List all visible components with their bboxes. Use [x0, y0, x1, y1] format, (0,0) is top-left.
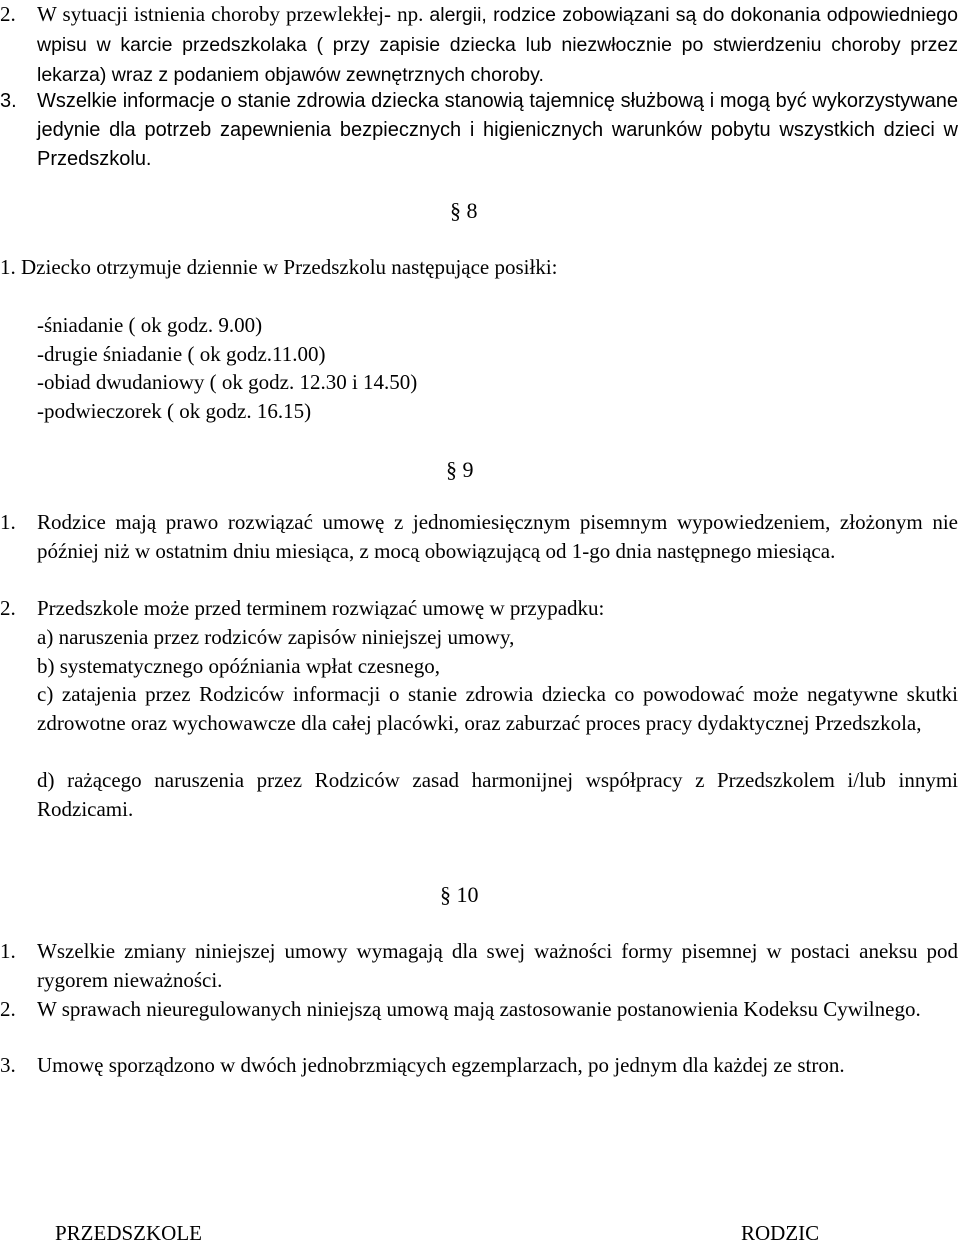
- termination-case-d: d) rażącego naruszenia przez Rodziców zasad harmonijnej współpracy z Przedszkolem i/lub innymi Rodzicami.: [37, 768, 958, 821]
- termination-case-c: c) zatajenia przez Rodziców informacji o stanie zdrowia dziecka co powodować może negatywne skutki zdrowotne oraz wychowawcze dla całej placówki, oraz zaburzać proces pracy dydaktycznej Przedszkola,: [37, 682, 958, 735]
- point-number: 3.: [0, 90, 17, 112]
- point-text-part-b: alergii, rodzice zobowiązani są do dokonania odpowiedniego wpisu w karcie przedszkolaka ( przy zapisie dziecka lub niezwłocznie po stwierdzeniu choroby przez lekarza) wraz z podaniem objawów zewnętrznych choroby.: [37, 4, 958, 86]
- signature-parent-label: RODZIC: [741, 1221, 820, 1245]
- point-text: Przedszkole może przed terminem rozwiązać umowę w przypadku:: [37, 596, 605, 620]
- health-point-2: [0, 0, 958, 90]
- meal-item: -obiad dwudaniowy ( ok godz. 12.30 i 14.50): [37, 370, 418, 394]
- termination-point-2: [0, 594, 958, 623]
- section-8-heading: § 8: [450, 198, 478, 223]
- point-number: 1.: [0, 939, 16, 963]
- health-point-3: [0, 87, 958, 174]
- point-text-part-a: W sytuacji istnienia choroby przewlekłej- np.: [37, 2, 430, 26]
- termination-case-b: b) systematycznego opóźniania wpłat czesnego,: [37, 654, 440, 678]
- section-9-heading: § 9: [446, 457, 474, 482]
- point-text: Wszelkie zmiany niniejszej umowy wymagają dla swej ważności formy pisemnej w postaci aneksu pod rygorem nieważności.: [37, 939, 958, 992]
- point-text: W sprawach nieuregulowanych niniejszą umową mają zastosowanie postanowienia Kodeksu Cywilnego.: [37, 997, 921, 1021]
- final-point-2: [0, 995, 958, 1024]
- point-text: Umowę sporządzono w dwóch jednobrzmiących egzemplarzach, po jednym dla każdej ze stron.: [37, 1053, 845, 1077]
- point-text: [37, 0, 958, 90]
- meals-intro: 1. Dziecko otrzymuje dziennie w Przedszkolu następujące posiłki:: [0, 255, 558, 279]
- point-text: Wszelkie informacje o stanie zdrowia dziecka stanowią tajemnicę służbową i mogą być wykorzystywane jedynie dla potrzeb zapewnienia bezpiecznych i higienicznych warunków pobytu wszystkich dzieci w Przedszkolu.: [37, 90, 958, 170]
- point-number: 2.: [0, 596, 16, 620]
- meal-item: -podwieczorek ( ok godz. 16.15): [37, 399, 312, 423]
- point-text: Rodzice mają prawo rozwiązać umowę z jednomiesięcznym pisemnym wypowiedzeniem, złożonym nie później niż w ostatnim dniu miesiąca, z mocą obowiązującą od 1-go dnia następnego miesiąca.: [37, 510, 958, 563]
- final-point-3: [0, 1051, 958, 1080]
- point-number: 2.: [0, 997, 16, 1021]
- point-number: 1.: [0, 510, 16, 534]
- meal-item: -śniadanie ( ok godz. 9.00): [37, 313, 263, 337]
- point-number: 3.: [0, 1053, 16, 1077]
- section-10-heading: § 10: [440, 882, 479, 907]
- termination-case-a: a) naruszenia przez rodziców zapisów niniejszej umowy,: [37, 625, 515, 649]
- final-point-1: [0, 937, 958, 995]
- termination-point-1: [0, 508, 958, 566]
- signature-kindergarten-label: PRZEDSZKOLE: [55, 1221, 202, 1245]
- point-number: 2.: [0, 2, 16, 26]
- meal-item: -drugie śniadanie ( ok godz.11.00): [37, 342, 326, 366]
